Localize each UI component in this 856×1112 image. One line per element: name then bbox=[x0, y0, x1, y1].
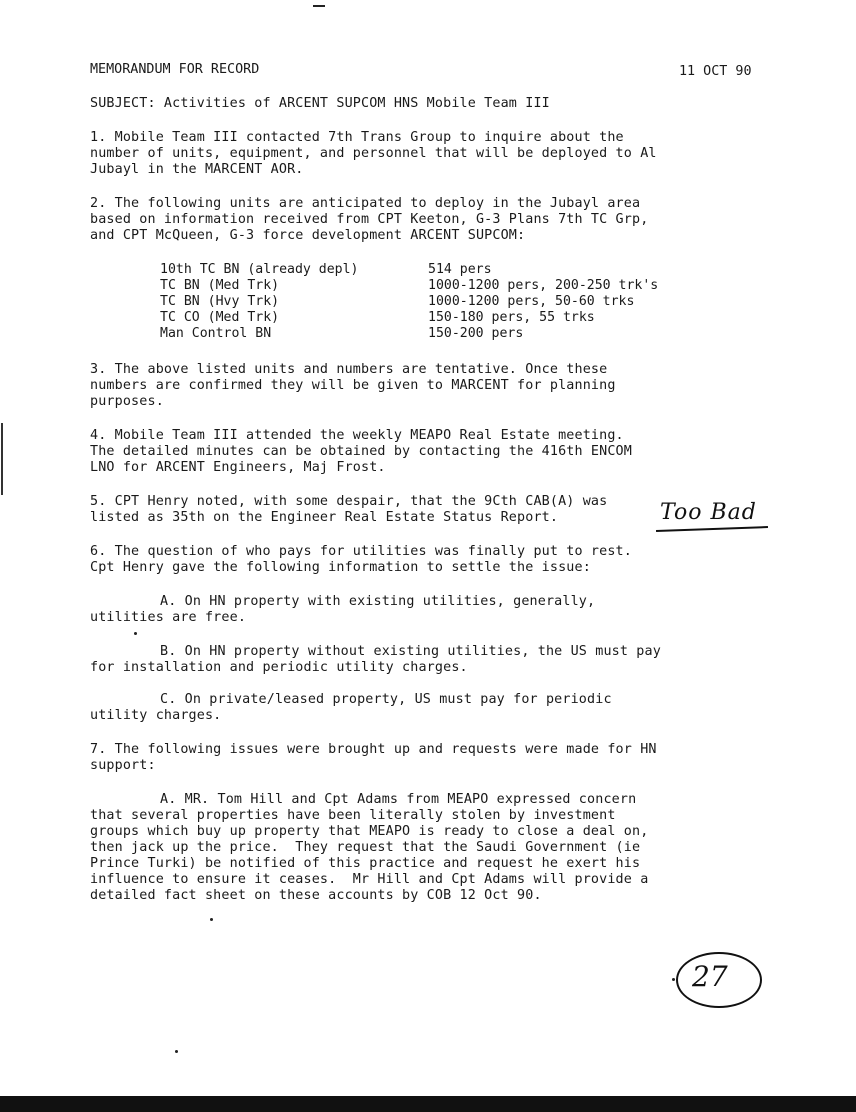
para4-line: The detailed minutes can be obtained by contacting the 416th ENCOM bbox=[90, 444, 632, 459]
para4-line: 4. Mobile Team III attended the weekly MEAPO Real Estate meeting. bbox=[90, 428, 624, 443]
unit-value: 1000-1200 pers, 200-250 trk's bbox=[428, 278, 659, 293]
para7a-line: that several properties have been literally stolen by investment bbox=[90, 808, 616, 823]
para5-line: 5. CPT Henry noted, with some despair, that the 9Cth CAB(A) was bbox=[90, 494, 608, 509]
handwritten-underline bbox=[656, 526, 768, 532]
para2-line: based on information received from CPT Keeton, G-3 Plans 7th TC Grp, bbox=[90, 212, 649, 227]
memo-subject: SUBJECT: Activities of ARCENT SUPCOM HNS Mobile Team III bbox=[90, 96, 550, 111]
para6a-line: A. On HN property with existing utilities, generally, bbox=[160, 594, 596, 609]
para6-line: 6. The question of who pays for utilities was finally put to rest. bbox=[90, 544, 632, 559]
para2-line: 2. The following units are anticipated to deploy in the Jubayl area bbox=[90, 196, 641, 211]
page-stamp: 27 bbox=[692, 960, 728, 993]
unit-name: Man Control BN bbox=[160, 326, 272, 341]
unit-name: TC CO (Med Trk) bbox=[160, 310, 280, 325]
scan-speck bbox=[175, 1050, 178, 1053]
para1-line: number of units, equipment, and personnel that will be deployed to Al bbox=[90, 146, 657, 161]
unit-name: TC BN (Hvy Trk) bbox=[160, 294, 280, 309]
para7-line: 7. The following issues were brought up and requests were made for HN bbox=[90, 742, 657, 757]
para7-line: support: bbox=[90, 758, 156, 773]
para7a-line: Prince Turki) be notified of this practice and request he exert his bbox=[90, 856, 641, 871]
para3-line: 3. The above listed units and numbers are tentative. Once these bbox=[90, 362, 608, 377]
unit-value: 1000-1200 pers, 50-60 trks bbox=[428, 294, 635, 309]
unit-value: 150-200 pers bbox=[428, 326, 524, 341]
scan-margin-mark bbox=[1, 423, 3, 495]
unit-name: 10th TC BN (already depl) bbox=[160, 262, 359, 277]
para6b-line: B. On HN property without existing utilities, the US must pay bbox=[160, 644, 661, 659]
para3-line: purposes. bbox=[90, 394, 164, 409]
scan-bottom-edge bbox=[0, 1096, 856, 1112]
para5-line: listed as 35th on the Engineer Real Estate Status Report. bbox=[90, 510, 559, 525]
handwritten-note: Too Bad bbox=[660, 500, 757, 525]
para1-line: Jubayl in the MARCENT AOR. bbox=[90, 162, 304, 177]
scan-speck bbox=[210, 918, 213, 921]
unit-name: TC BN (Med Trk) bbox=[160, 278, 280, 293]
para6a-line: utilities are free. bbox=[90, 610, 247, 625]
para7a-line: groups which buy up property that MEAPO is ready to close a deal on, bbox=[90, 824, 649, 839]
para7a-line: detailed fact sheet on these accounts by COB 12 Oct 90. bbox=[90, 888, 542, 903]
para4-line: LNO for ARCENT Engineers, Maj Frost. bbox=[90, 460, 386, 475]
scan-mark bbox=[313, 5, 325, 7]
unit-value: 150-180 pers, 55 trks bbox=[428, 310, 595, 325]
scan-speck bbox=[672, 978, 675, 981]
para1-line: 1. Mobile Team III contacted 7th Trans Group to inquire about the bbox=[90, 130, 624, 145]
scan-speck bbox=[134, 632, 137, 635]
para7a-line: A. MR. Tom Hill and Cpt Adams from MEAPO expressed concern bbox=[160, 792, 637, 807]
para6b-line: for installation and periodic utility charges. bbox=[90, 660, 468, 675]
para6-line: Cpt Henry gave the following information to settle the issue: bbox=[90, 560, 591, 575]
para3-line: numbers are confirmed they will be given to MARCENT for planning bbox=[90, 378, 616, 393]
para6c-line: utility charges. bbox=[90, 708, 222, 723]
para7a-line: influence to ensure it ceases. Mr Hill and Cpt Adams will provide a bbox=[90, 872, 649, 887]
para2-line: and CPT McQueen, G-3 force development ARCENT SUPCOM: bbox=[90, 228, 526, 243]
unit-value: 514 pers bbox=[428, 262, 492, 277]
memo-title: MEMORANDUM FOR RECORD bbox=[90, 62, 260, 77]
para6c-line: C. On private/leased property, US must pay for periodic bbox=[160, 692, 612, 707]
para7a-line: then jack up the price. They request that the Saudi Government (ie bbox=[90, 840, 641, 855]
memo-date: 11 OCT 90 bbox=[679, 64, 752, 79]
